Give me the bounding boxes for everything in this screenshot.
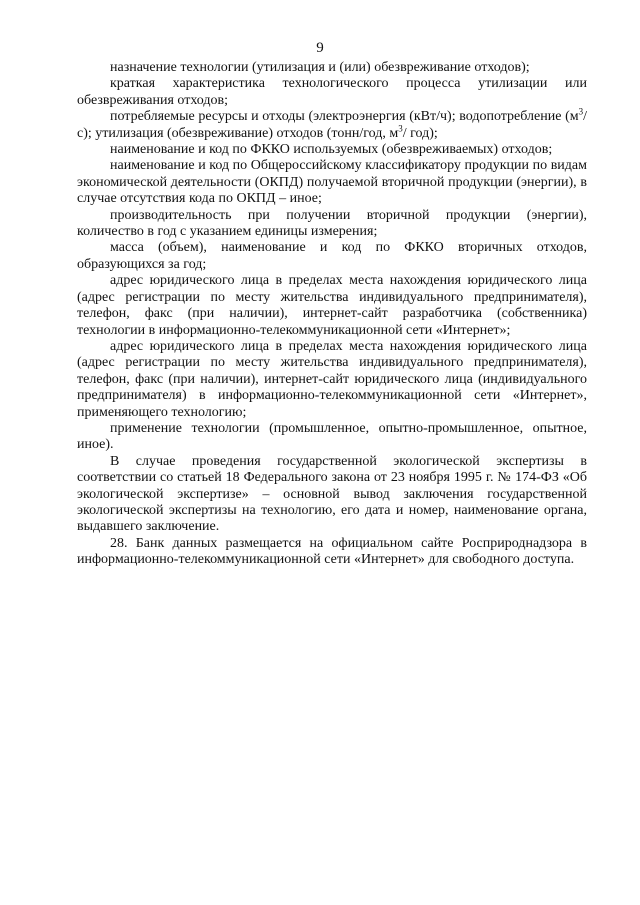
paragraph: краткая характеристика технологического процесса утилизации или обезвреживания отходов;: [77, 76, 587, 108]
document-body: [77, 60, 587, 569]
paragraph: 28. Банк данных размещается на официальном сайте Росприроднадзора в информационно-телекоммуникационной сети «Интернет» для свободного доступа.: [77, 535, 587, 568]
paragraph: В случае проведения государственной экологической экспертизы в соответствии со статьей 18 Федерального закона от 23 ноября 1995 г. № 174-ФЗ «Об экологической экспертизе» – основной вывод заключения государственной экологической экспертизы на технологию, его дата и номер, наименование органа, выдавшего заключение.: [77, 453, 587, 535]
paragraph: адрес юридического лица в пределах места нахождения юридического лица (адрес регистрации по месту жительства индивидуального предпринимателя), телефон, факс (при наличии), интернет-сайт юридического лица (индивидуального предпринимателя) в информационно-телекоммуникационной сети «Интернет», применяющего технологию;: [77, 338, 587, 420]
paragraph: потребляемые ресурсы и отходы (электроэнергия (кВт/ч); водопотребление $(м^3/с)$; утилизация (обезвреживание) отходов (тонн/год, $м^3/$ год);: [77, 106, 587, 141]
paragraph: применение технологии (промышленное, опытно-промышленное, опытное, иное).: [77, 420, 587, 453]
paragraph: адрес юридического лица в пределах места нахождения юридического лица (адрес регистрации по месту жительства индивидуального предпринимателя), телефон, факс (при наличии), интернет-сайт разработчика (собственника) технологии в информационно-телекоммуникационной сети «Интернет»;: [77, 273, 587, 338]
paragraph: назначение технологии (утилизация и (или) обезвреживание отходов);: [110, 60, 530, 75]
paragraph: производительность при получении вторичной продукции (энергии), количество в год с указанием единицы измерения;: [77, 207, 587, 240]
paragraph: наименование и код по Общероссийскому классификатору продукции по видам экономической деятельности (ОКПД) получаемой вторичной продукции (энергии), в случае отсутствия кода по ОКПД – иное;: [77, 158, 587, 207]
paragraph: масса (объем), наименование и код по ФККО вторичных отходов, образующихся за год;: [77, 240, 587, 272]
paragraph: наименование и код по ФККО используемых (обезвреживаемых) отходов;: [110, 142, 553, 158]
page-number: 9: [316, 40, 324, 56]
